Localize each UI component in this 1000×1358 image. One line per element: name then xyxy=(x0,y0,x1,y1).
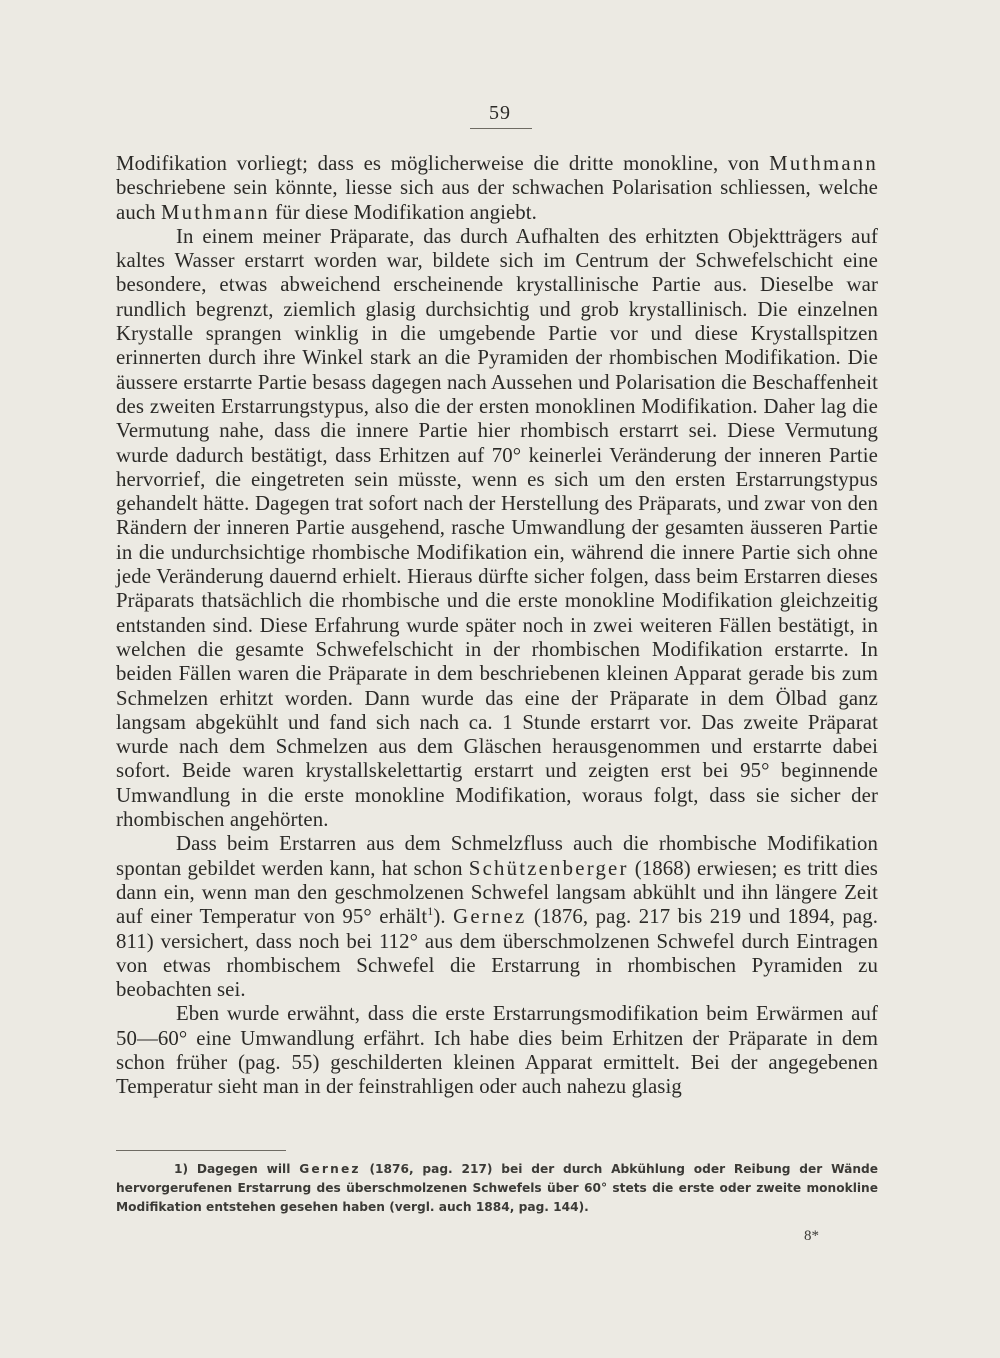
text-run: Dass beim Erstarren aus dem Schmelzfluss auch die rhombische Modifikation spontan gebildet werden kann, hat schon xyxy=(116,832,878,880)
text-run: (1868) erwiesen; es tritt dies dann ein, wenn man den geschmolzenen Schwefel langsam abkühlt und ihn längere Zeit auf einer Temperatur von 95° erhält xyxy=(116,856,878,929)
author-name: Muthmann xyxy=(769,152,878,175)
header-rule xyxy=(470,128,532,129)
paragraph xyxy=(116,832,878,1002)
text-run: Eben wurde erwähnt, dass die erste Erstarrungsmodifikation beim Erwärmen auf 50—60° eine Umwandlung erfährt. Ich habe dies beim Erhitzen der Präparate in dem schon früher (pag. 55) geschilderten kleinen Apparat ermittelt. Bei der angegebenen Temperatur sieht man in der feinstrahligen oder auch nahezu glasig xyxy=(116,1002,878,1099)
footnote xyxy=(116,1160,878,1217)
text-run: (1876, pag. 217 bis 219 und 1894, pag. 811) versichert, dass noch bei 112° aus dem überschmolzenen Schwefel durch Eintragen von etwas rhombischem Schwefel die Erstarrung in rhombischen Pyramiden zu beobachten sei. xyxy=(116,905,879,1002)
text-run: beschriebene sein könnte, liesse sich aus der schwachen Polarisation schliessen, welche auch xyxy=(116,176,878,224)
text-run: für diese Modifikation angiebt. xyxy=(269,200,537,224)
footnote-rule xyxy=(116,1150,286,1151)
text-run: (1876, pag. 217) bei der durch Abkühlung oder Reibung der Wände hervorgerufenen Erstarrung des überschmolzenen Schwefels über 60° stets die erste oder zweite monokline Modifikation entstehen gesehen haben (vergl. auch 1884, pag. 144). xyxy=(116,1162,878,1214)
author-name: Gernez xyxy=(299,1162,361,1176)
author-name: Muthmann xyxy=(160,200,270,224)
paragraph xyxy=(116,152,878,225)
author-name: Gernez xyxy=(453,905,527,929)
text-run: ). xyxy=(433,905,454,929)
paragraph xyxy=(116,1002,878,1099)
footnote-marker: 1 xyxy=(427,904,434,919)
page-number: 59 xyxy=(489,102,511,124)
text-run: Modifikation vorliegt; dass es möglicherweise die dritte monokline, von xyxy=(116,152,770,175)
text-run: 1) Dagegen will xyxy=(174,1162,300,1176)
sheet-signature: 8* xyxy=(804,1228,819,1244)
body-text xyxy=(116,152,878,1100)
author-name: Schützenberger xyxy=(468,856,629,880)
text-run: In einem meiner Präparate, das durch Aufhalten des erhitzten Objektträgers auf kaltes Wasser erstarrt worden war, bildete sich im Centrum der Schwefelschicht eine besondere, etwas abweichend erscheinende krystallinische Partie aus. Dieselbe war rundlich begrenzt, ziemlich glasig durchsichtig und grob krystallinisch. Die einzelnen Krystalle sprangen winklig in die umgebende Partie vor und diese Krystallspitzen erinnerten durch ihre Winkel stark an die Pyramiden der rhombischen Modifikation. Die äussere erstarrte Partie besass dagegen nach Aussehen und Polarisation die Beschaffenheit des zweiten Erstarrungstypus, also die der ersten monoklinen Modifikation. Daher lag die Vermutung nahe, dass die innere Partie hier rhombisch erstarrt sei. Diese Vermutung wurde dadurch bestätigt, dass Erhitzen auf 70° keinerlei Veränderung der inneren Partie hervorrief, die eingetreten sein müsste, wenn es sich um den ersten Erstarrungstypus gehandelt hätte. Dagegen trat sofort nach der Herstellung des Präparats, und zwar von den Rändern der inneren Partie ausgehend, rasche Umwandlung der gesamten äusseren Partie in die undurchsichtige rhombische Modifikation ein, während die innere Partie sich ohne jede Veränderung dauernd erhielt. Hieraus dürfte sicher folgen, dass beim Erstarren dieses Präparats thatsächlich die rhombische und die erste monokline Modifikation gleichzeitig entstanden sind. Diese Erfahrung wurde später noch in zwei weiteren Fällen bestätigt, in welchen die gesamte Schwefelschicht in der rhombischen Modifikation erstarrte. In beiden Fällen waren die Präparate in dem beschriebenen kleinen Apparat gerade bis zum Schmelzen erhitzt worden. Dann wurde das eine der Präparate in dem Ölbad ganz langsam abgekühlt und fand sich nach ca. 1 Stunde erstarrt vor. Das zweite Präparat wurde nach dem Schmelzen aus dem Gläschen herausgenommen und erstarrte dabei sofort. Beide waren krystallskelettartig erstarrt und zeigten erst bei 95° beginnende Umwandlung in die erste monokline Modifikation, woraus folgt, dass sie sicher der rhombischen angehörten. xyxy=(116,224,878,832)
paragraph xyxy=(116,225,878,832)
